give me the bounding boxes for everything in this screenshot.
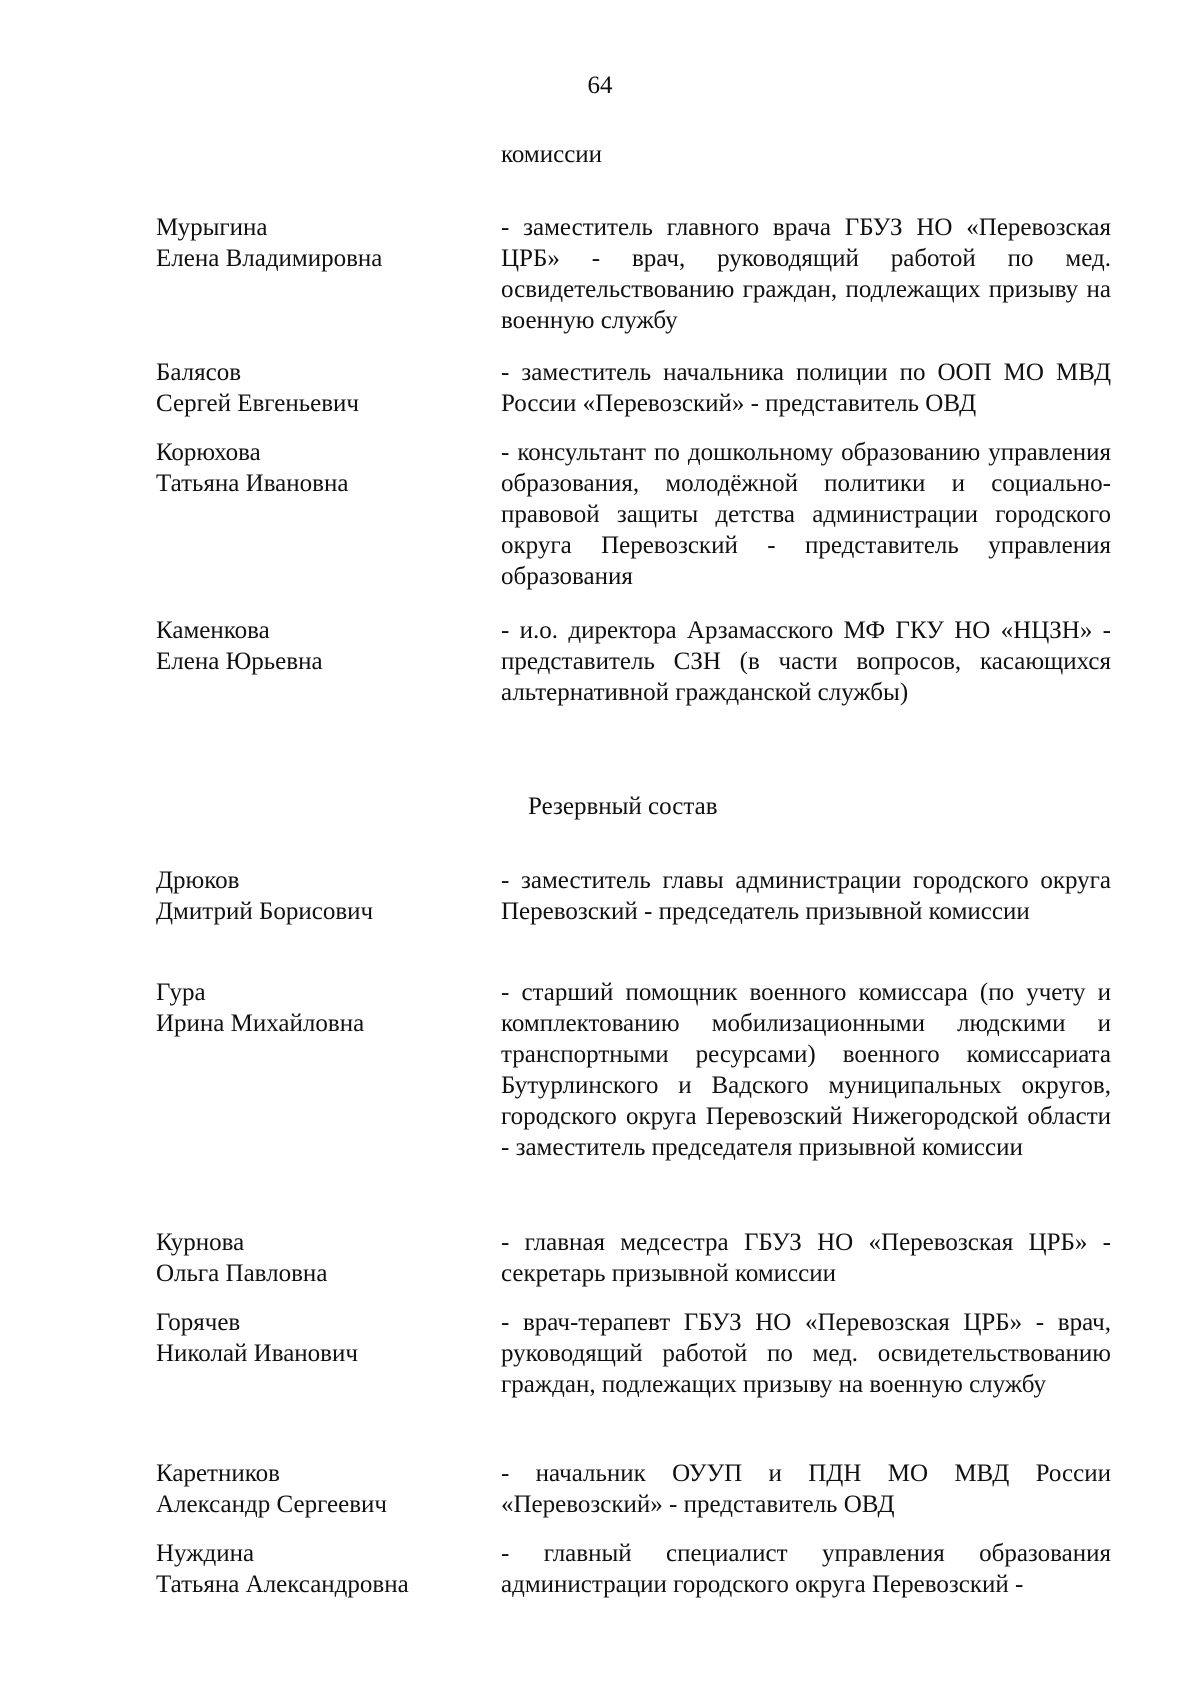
member-entry	[156, 437, 1111, 592]
reserve-member-entry	[156, 1307, 1111, 1400]
reserve-heading: Резервный состав	[528, 793, 718, 820]
reserve-member-entry	[156, 1458, 1111, 1520]
member-given-names: Ольга Павловна	[156, 1260, 328, 1287]
member-given-names: Татьяна Ивановна	[156, 470, 349, 497]
member-role: - консультант по дошкольному образованию управления образования, молодёжной политики и социально-правовой защиты детства администрации городского округа Перевозский - представитель управления образования	[501, 439, 1111, 590]
member-name	[156, 1538, 501, 1600]
member-given-names: Сергей Евгеньевич	[156, 390, 359, 417]
member-name	[156, 1227, 501, 1289]
member-surname: Мурыгина	[156, 214, 268, 241]
member-surname: Гура	[156, 979, 206, 1006]
member-role: - врач-терапевт ГБУЗ НО «Перевозская ЦРБ» - врач, руководящий работой по мед. освидетельствованию граждан, подлежащих призыву на военную службу	[501, 1309, 1111, 1398]
member-role: - старший помощник военного комиссара (по учету и комплектованию мобилизационными людскими и транспортными ресурсами) военного комиссариата Бутурлинского и Вадского муниципальных округов, городского округа Перевозский Нижегородской области - заместитель председателя призывной комиссии	[501, 979, 1111, 1161]
member-entry	[156, 615, 1111, 708]
member-surname: Дрюков	[156, 867, 240, 894]
member-surname: Корюхова	[156, 439, 261, 466]
member-name	[156, 615, 501, 708]
member-name	[156, 212, 501, 336]
member-given-names: Татьяна Александровна	[156, 1571, 409, 1598]
member-role: - начальник ОУУП и ПДН МО МВД России «Перевозский» - представитель ОВД	[501, 1460, 1111, 1518]
member-role: - и.о. директора Арзамасского МФ ГКУ НО «НЦЗН» - представитель СЗН (в части вопросов, касающихся альтернативной гражданской службы)	[501, 617, 1111, 706]
member-surname: Балясов	[156, 359, 242, 386]
member-surname: Нуждина	[156, 1540, 255, 1567]
reserve-member-entry	[156, 977, 1111, 1163]
member-name	[156, 865, 501, 927]
reserve-member-entry	[156, 1227, 1111, 1289]
member-entry	[156, 212, 1111, 336]
member-given-names: Елена Владимировна	[156, 245, 383, 272]
member-name	[156, 1307, 501, 1400]
member-role: - заместитель начальника полиции по ООП МО МВД России «Перевозский» - представитель ОВД	[501, 359, 1111, 417]
reserve-member-entry	[156, 1538, 1111, 1600]
member-surname: Каменкова	[156, 617, 270, 644]
member-surname: Курнова	[156, 1229, 245, 1256]
page-number: 64	[587, 72, 613, 99]
member-role: - главный специалист управления образования администрации городского округа Перевозский -	[501, 1540, 1111, 1598]
member-name	[156, 357, 501, 419]
member-given-names: Александр Сергеевич	[156, 1491, 387, 1518]
member-surname: Каретников	[156, 1460, 280, 1487]
member-given-names: Ирина Михайловна	[156, 1010, 365, 1037]
member-name	[156, 1458, 501, 1520]
member-name	[156, 437, 501, 592]
member-role: - заместитель главы администрации городского округа Перевозский - председатель призывной комиссии	[501, 867, 1111, 925]
member-name	[156, 977, 501, 1163]
member-given-names: Елена Юрьевна	[156, 648, 323, 675]
member-entry	[156, 357, 1111, 419]
continued-text: комиссии	[501, 141, 603, 168]
reserve-member-entry	[156, 865, 1111, 927]
member-role: - главная медсестра ГБУЗ НО «Перевозская ЦРБ» - секретарь призывной комиссии	[501, 1229, 1111, 1287]
member-role: - заместитель главного врача ГБУЗ НО «Перевозская ЦРБ» - врач, руководящий работой по мед. освидетельствованию граждан, подлежащих призыву на военную службу	[501, 214, 1111, 334]
member-surname: Горячев	[156, 1309, 241, 1336]
member-given-names: Дмитрий Борисович	[156, 898, 374, 925]
member-given-names: Николай Иванович	[156, 1340, 358, 1367]
